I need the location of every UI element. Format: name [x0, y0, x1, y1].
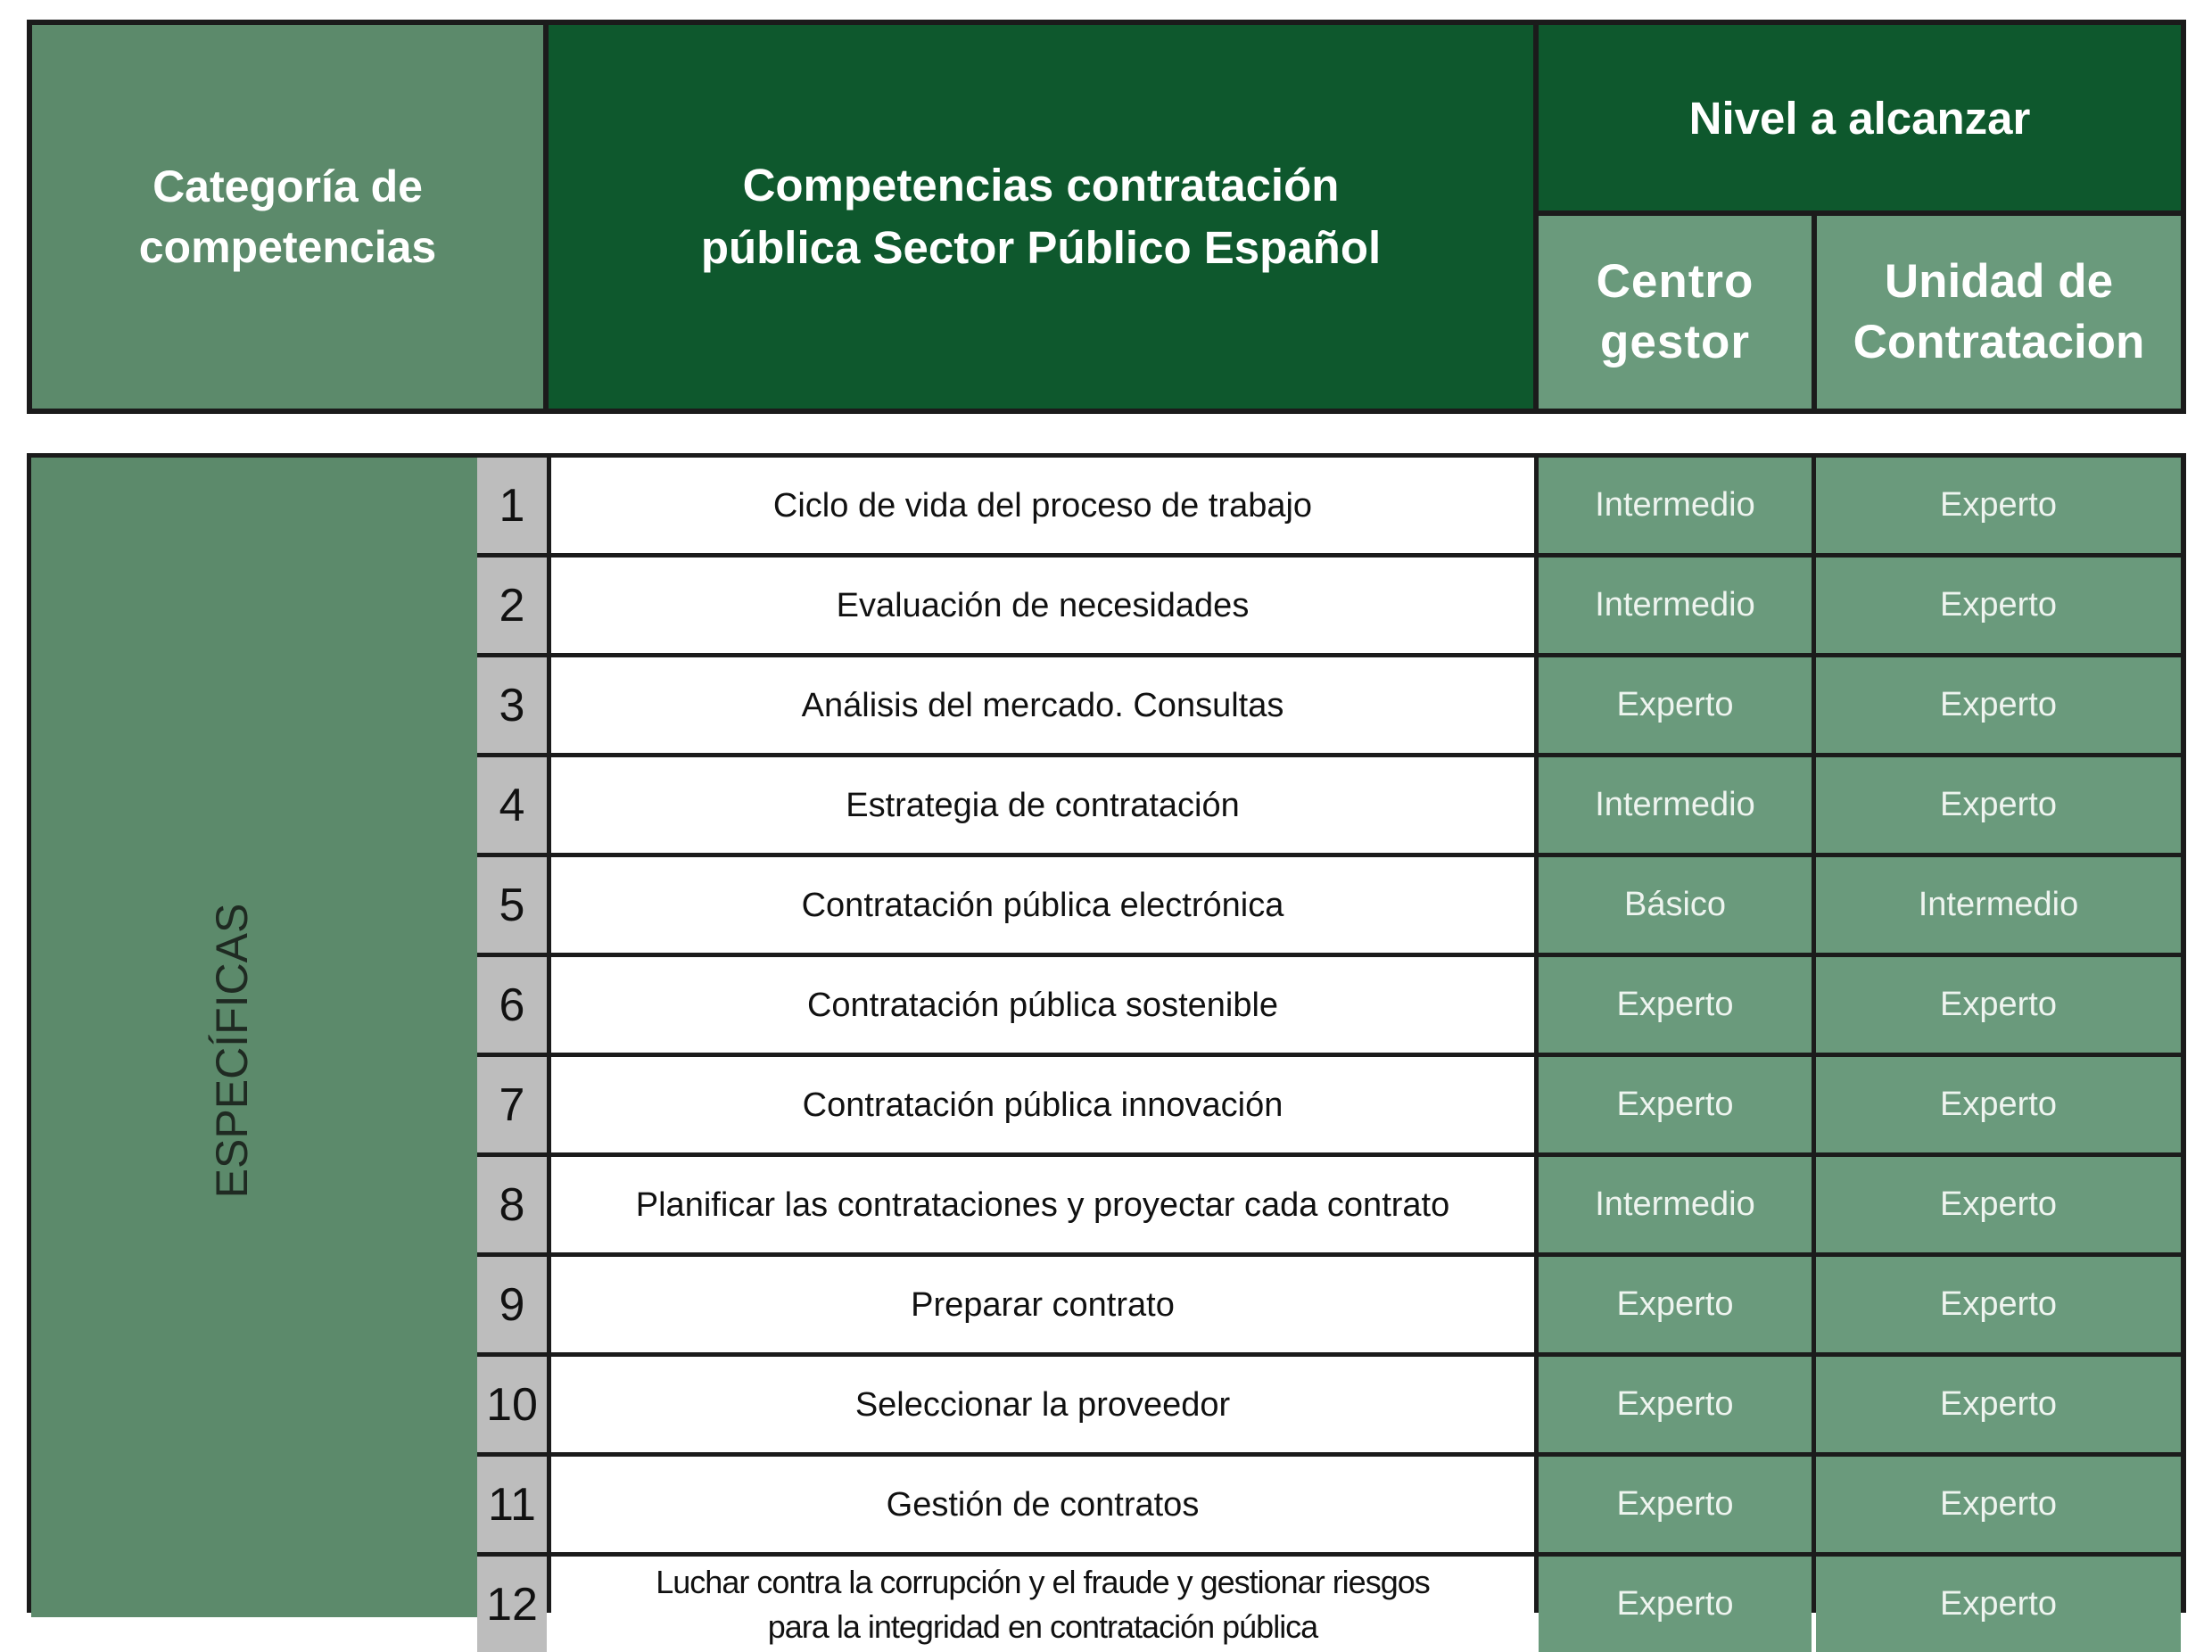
level-centro-gestor: Intermedio — [1539, 757, 1812, 853]
row-number: 9 — [477, 1257, 547, 1352]
level-unidad-contratacion: Experto — [1816, 1057, 2181, 1152]
category-label-text: ESPECÍFICAS — [207, 903, 257, 1199]
competency-name: Ciclo de vida del proceso de trabajo — [551, 458, 1534, 553]
level-unidad-contratacion: Experto — [1816, 1257, 2181, 1352]
header-competencies-text: Competencias contratación pública Sector Público Español — [700, 160, 1382, 273]
level-unidad-contratacion: Experto — [1816, 1357, 2181, 1452]
competency-name: Análisis del mercado. Consultas — [551, 657, 1534, 753]
level-centro-gestor: Experto — [1539, 657, 1812, 753]
header-category: Categoría de competencias — [32, 25, 543, 409]
header-unidad-text: Unidad de Contratacion — [1853, 255, 2145, 368]
row-number: 8 — [477, 1157, 547, 1252]
level-unidad-contratacion: Experto — [1816, 1157, 2181, 1252]
header-level: Nivel a alcanzar — [1539, 25, 2181, 211]
row-number: 5 — [477, 857, 547, 953]
header-centro-gestor — [1539, 216, 1812, 409]
level-unidad-contratacion: Experto — [1816, 558, 2181, 653]
level-unidad-contratacion: Intermedio — [1816, 857, 2181, 953]
competency-name: Contratación pública innovación — [551, 1057, 1534, 1152]
competency-name: Seleccionar la proveedor — [551, 1357, 1534, 1452]
level-unidad-contratacion: Experto — [1816, 1457, 2181, 1552]
competency-name: Estrategia de contratación — [551, 757, 1534, 853]
competency-name: Luchar contra la corrupción y el fraude y gestionar riesgos para la integridad en contratación pública — [551, 1557, 1534, 1652]
row-number: 4 — [477, 757, 547, 853]
level-unidad-contratacion: Experto — [1816, 957, 2181, 1053]
row-number: 1 — [477, 458, 547, 553]
level-unidad-contratacion: Experto — [1816, 458, 2181, 553]
header-competencies — [549, 25, 1533, 409]
row-number: 6 — [477, 957, 547, 1053]
row-number: 3 — [477, 657, 547, 753]
level-centro-gestor: Experto — [1539, 1557, 1812, 1652]
level-centro-gestor: Experto — [1539, 1057, 1812, 1152]
competency-name: Evaluación de necesidades — [551, 558, 1534, 653]
table-header — [27, 20, 2186, 414]
competency-table — [27, 453, 2186, 1645]
level-unidad-contratacion: Experto — [1816, 1557, 2181, 1652]
level-centro-gestor: Experto — [1539, 1357, 1812, 1452]
level-centro-gestor: Experto — [1539, 957, 1812, 1053]
row-number: 10 — [477, 1357, 547, 1452]
level-centro-gestor: Experto — [1539, 1257, 1812, 1352]
header-centro-text: Centro gestor — [1596, 255, 1754, 368]
level-centro-gestor: Experto — [1539, 1457, 1812, 1552]
competency-name: Gestión de contratos — [551, 1457, 1534, 1552]
level-centro-gestor: Intermedio — [1539, 458, 1812, 553]
level-centro-gestor: Básico — [1539, 857, 1812, 953]
row-number: 7 — [477, 1057, 547, 1152]
level-unidad-contratacion: Experto — [1816, 657, 2181, 753]
row-number: 11 — [477, 1457, 547, 1552]
row-number: 2 — [477, 558, 547, 653]
row-number: 12 — [477, 1557, 547, 1652]
competency-name: Contratación pública sostenible — [551, 957, 1534, 1053]
level-centro-gestor: Intermedio — [1539, 558, 1812, 653]
competency-name: Contratación pública electrónica — [551, 857, 1534, 953]
competency-name: Planificar las contrataciones y proyectar cada contrato — [551, 1157, 1534, 1252]
competency-name: Preparar contrato — [551, 1257, 1534, 1352]
level-centro-gestor: Intermedio — [1539, 1157, 1812, 1252]
level-unidad-contratacion: Experto — [1816, 757, 2181, 853]
header-unidad-contratacion — [1817, 216, 2181, 409]
